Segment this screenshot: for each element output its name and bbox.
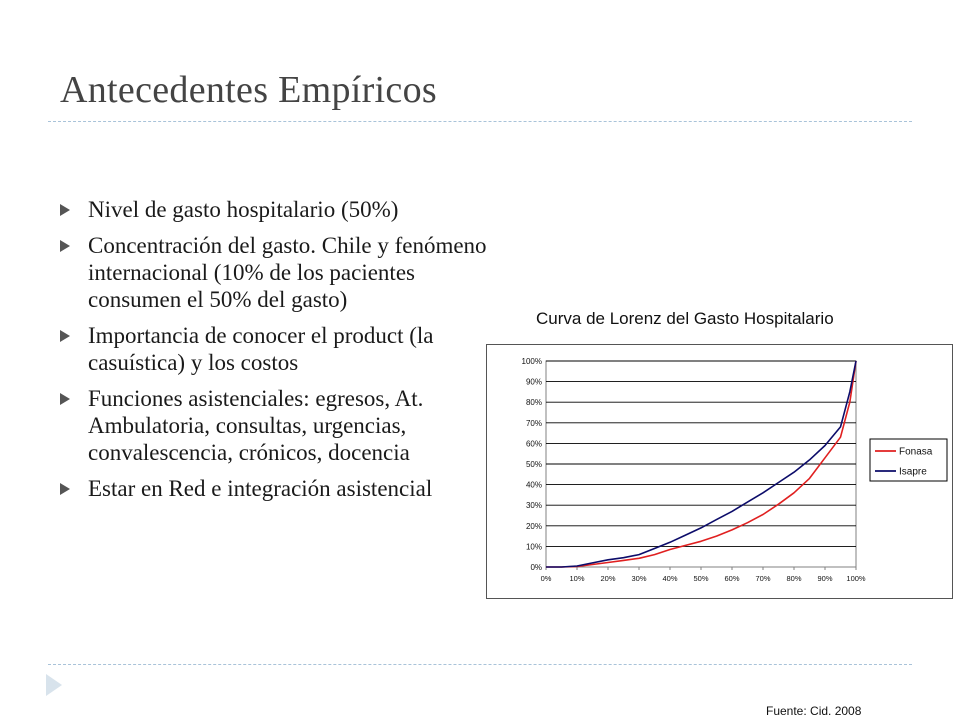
lorenz-chart xyxy=(486,344,953,599)
y-tick-label: 90% xyxy=(525,377,542,387)
x-tick-label: 90% xyxy=(817,574,833,583)
x-tick-label: 70% xyxy=(755,574,771,583)
y-tick-label: 80% xyxy=(525,398,542,408)
source-note: Fuente: Cid. 2008 xyxy=(766,704,862,718)
bullet-item xyxy=(60,475,500,502)
y-tick-label: 60% xyxy=(525,439,542,449)
x-tick-label: 30% xyxy=(631,574,647,583)
footer-arrow-icon xyxy=(46,674,62,696)
bullet-item xyxy=(60,322,500,376)
y-tick-label: 30% xyxy=(525,501,542,511)
bullet-arrow-icon xyxy=(60,483,70,495)
x-tick-label: 40% xyxy=(662,574,678,583)
y-tick-label: 40% xyxy=(525,480,542,490)
x-tick-label: 10% xyxy=(569,574,585,583)
bullet-item xyxy=(60,196,500,223)
y-tick-label: 20% xyxy=(525,521,542,531)
x-tick-label: 50% xyxy=(693,574,709,583)
x-tick-label: 20% xyxy=(600,574,616,583)
bullet-arrow-icon xyxy=(60,393,70,405)
bullet-text: Importancia de conocer el product (la casuística) y los costos xyxy=(88,323,434,375)
y-tick-label: 0% xyxy=(530,563,542,572)
chart-svg xyxy=(487,345,952,598)
legend-label: Isapre xyxy=(899,466,927,478)
bullet-arrow-icon xyxy=(60,240,70,252)
chart-title: Curva de Lorenz del Gasto Hospitalario xyxy=(536,309,834,328)
slide-title: Antecedentes Empíricos xyxy=(60,69,437,111)
bullet-text: Nivel de gasto hospitalario (50%) xyxy=(88,197,399,222)
y-tick-label: 50% xyxy=(525,460,542,469)
y-tick-label: 70% xyxy=(525,418,542,428)
bullet-item xyxy=(60,385,500,466)
x-tick-label: 60% xyxy=(724,574,740,583)
bullet-text: Concentración del gasto. Chile y fenómeno internacional (10% de los pacientes consumen el 50% del gasto) xyxy=(88,233,487,312)
bullet-arrow-icon xyxy=(60,204,70,216)
y-tick-label: 10% xyxy=(525,542,542,552)
bullet-arrow-icon xyxy=(60,330,70,342)
y-tick-label: 100% xyxy=(521,357,542,366)
bullet-text: Funciones asistenciales: egresos, At. Ambulatoria, consultas, urgencias, convalescencia, crónicos, docencia xyxy=(88,386,424,465)
bullet-list xyxy=(60,196,500,511)
bullet-item xyxy=(60,232,500,313)
x-tick-label: 0% xyxy=(540,574,552,583)
x-tick-label: 80% xyxy=(786,574,802,583)
bullet-text: Estar en Red e integración asistencial xyxy=(88,476,433,501)
x-tick-label: 100% xyxy=(846,574,866,583)
footer-divider xyxy=(48,664,912,665)
title-divider xyxy=(48,121,912,122)
legend-label: Fonasa xyxy=(899,446,933,458)
